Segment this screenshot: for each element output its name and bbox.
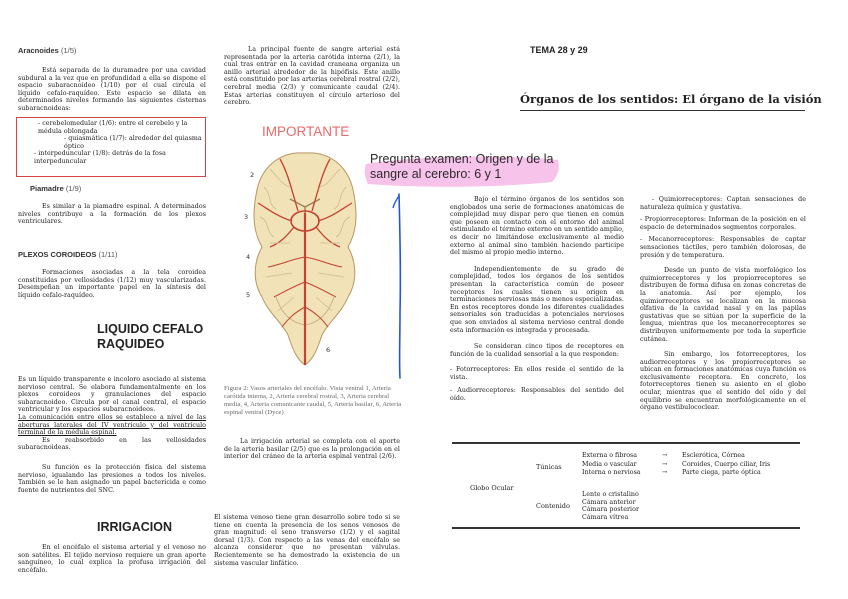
figure-label-2: 2	[250, 171, 255, 179]
contenido-item-3: Cámara posterior	[582, 506, 639, 514]
right-col-1	[450, 196, 624, 403]
plexos-ref: (1/11)	[98, 250, 118, 259]
aracnoides-ref: (1/5)	[60, 46, 77, 55]
liquido-text-1: Es un líquido transparente e incoloro asociado al sistema nervioso central. Se elabora fundamentalmente en los plexos coroideos y granulaciones del espacio subaracnoideo. Circula por el canal central, el espacio ventricular y los espacios subaracnoideos.	[18, 376, 206, 414]
right-c2-p5: Sin embargo, los fotorreceptores, los audiorreceptores y los propiorreceptores se ubican en formaciones anatómicas cuya función es exclusivamente receptora. En concreto, los fotorreceptores tienen su asiento en el globo ocular, mientras que el sentido del oído y del equilibrio se encuentran morfológicamente en el órgano vestibulococlear.	[640, 351, 806, 412]
pen-stroke	[399, 194, 400, 378]
cistern-item-1: - cerebelomedular (1/6): entre el cerebelo y la médula oblongada	[38, 120, 188, 135]
schema-rule-top	[452, 442, 800, 444]
tunica-parts: Esclerótica, Córnea	[682, 452, 745, 459]
right-c2-p3: - Mecanorreceptores: Responsables de captar sensaciones táctiles, pero también dolorosas, de presión y de temperatura.	[640, 236, 806, 259]
tunica-name: Externa o fibrosa	[582, 452, 638, 459]
tunica-row-1	[582, 452, 802, 461]
piamadre-ref: (1/9)	[65, 184, 82, 193]
plexos-title: PLEXOS COROIDEOS	[18, 250, 97, 259]
aracnoides-text: Está separada de la duramadre por una cavidad subdural a la vez que en profundidad a ella se dispone el espacio subaracnoideo (1/10) por el cual circula el líquido cefalo-raquídeo. Este espacio se dilata en determinados niveles formando las siguientes cisternas subaracnoideas:	[18, 67, 206, 112]
middle-text-top: La principal fuente de sangre arterial está representada por la arteria carótida interna (2/1), la cual tras entrar en la cavidad craneana organiza un anillo arterial alrededor de la hipófisis. Este anillo está constituido por las arterias cerebral rostral (2/2), cerebral media (2/3) y comunicante caudal (2/4). Estas arterias constituyen el círculo arterioso del cerebro.	[224, 46, 400, 107]
schema-root: Globo Ocular	[470, 484, 514, 492]
right-c1-p4: - Fotorreceptores: En ellos reside el sentido de la vista.	[450, 366, 624, 381]
brain-artery-figure	[230, 147, 380, 367]
cisterns-box	[16, 117, 206, 177]
plexos-text: Formaciones asociadas a la tela coroidea constituidas por vellosidades (1/12) muy vascularizadas. Desempeñan un importante papel en la síntesis del líquido cefalo-raquídeo.	[18, 269, 206, 299]
schema-rule-bottom	[452, 527, 800, 529]
figure-label-6: 6	[326, 346, 331, 354]
cistern-item-3: - interpeduncular (1/8): detrás de la fosa interpeduncular	[34, 150, 166, 165]
contenido-item-2: Cámara anterior	[582, 498, 636, 506]
figure-label-4: 4	[246, 253, 251, 261]
figure-label-5: 5	[246, 291, 251, 299]
tunica-arrow: →	[662, 469, 668, 476]
schema-group-tunicas: Túnicas	[536, 463, 562, 471]
right-c2-p1: - Quimiorreceptores: Captan sensaciones de naturaleza química y gustativa.	[640, 196, 806, 211]
figure-label-3: 3	[244, 213, 249, 221]
plexos-section	[18, 250, 206, 299]
irrigacion-text: En el encéfalo el sistema arterial y el venoso no son satélites. El tejido nervioso requiere un gran aporte sanguíneo, lo cual explica la profusa irrigación del encéfalo.	[18, 544, 206, 574]
tunica-parts: Coroides, Cuerpo ciliar, Iris	[682, 460, 771, 468]
liquido-section	[18, 376, 206, 494]
tunica-arrow: →	[662, 460, 668, 468]
pen-mark	[390, 192, 410, 382]
piamadre-heading	[18, 184, 206, 193]
contenido-item-4: Cámara vítrea	[582, 513, 629, 521]
liquido-text-4: Su función es la protección física del sistema nervioso, igualando las presiones a todos los niveles. También se le han asignado un papel bactericida e como fuente de nutrientes del SNC.	[18, 463, 206, 494]
piamadre-title: Piamadre	[30, 184, 64, 193]
tema-label: TEMA 28 y 29	[530, 45, 588, 55]
right-c1-p1: Bajo el término órganos de los sentidos son englobados una serie de formaciones anatómicas de complejidad muy dispar pero que tienen en común que poseen en contacto con el entorno del animal estimulando el término externo en un sentido amplio, es decir no limitándose exclusivamente al medio externo al animal sino también haciendo participe del mismo al propio medio interno.	[450, 196, 624, 257]
schema-contenido	[582, 491, 702, 521]
right-c1-p5: - Audiorreceptores: Responsables del sentido del oído.	[450, 387, 624, 403]
piamadre-section	[18, 184, 206, 226]
schema-tunicas	[582, 452, 802, 478]
right-c1-p3: Se consideran cinco tipos de receptores en función de la cualidad sensorial a la que responden:	[450, 343, 624, 358]
tunica-row-3	[582, 469, 802, 478]
page-title: Órganos de los sentidos: El órgano de la visión	[520, 92, 822, 106]
title-rule	[520, 110, 805, 111]
liquido-text-2: La comunicación entre ellos se establece a nivel de las aberturas laterales del IV ventrículo y del ventrículo terminal de la médula espinal.	[18, 413, 206, 437]
tunica-name: Media o vascular	[582, 460, 637, 468]
figure-caption: Figura 2: Vasos arteriales del encéfalo. Vista ventral 1, Arteria carótida interna, 2, Arteria cerebral rostral, 3, Arteria cerebral media, 4, Arteria comunicante caudal, 5, Arteria basilar, 6, Arteria espinal ventral (Dyce)	[224, 385, 402, 416]
schema-group-contenido: Contenido	[536, 502, 570, 510]
pen-hook	[393, 196, 399, 208]
annotation-important: IMPORTANTE	[262, 124, 350, 139]
middle-text-bottom: El sistema venoso tiene gran desarrollo sobre todo si se tiene en cuenta la presencia de los senos venosos de gran magnitud: el seno transverso (1/2) y el sagital dorsal (1/3). Con respecto a las venas del encéfalo se alcanza considerar que no presentan válvulas. Recientemente se ha demostrado la existencia de un sistema vascular linfático.	[214, 514, 400, 567]
liquido-text-3: Es reabsorbido en las vellosidades subaracnoideas.	[18, 436, 206, 452]
piamadre-text: Es similar a la piamadre espinal. A determinados niveles contribuye a la formación de los plexos ventriculares.	[18, 203, 206, 226]
aracnoides-heading	[18, 46, 206, 55]
right-c2-p2: - Propiorreceptores: Informan de la posición en el espacio de determinados segmentos corporales.	[640, 216, 806, 231]
middle-text-mid: La irrigación arterial se completa con el aporte de la arteria basilar (2/5) que es la prolongación en el interior del cráneo de la arteria espinal ventral (2/6).	[224, 438, 400, 461]
plexos-heading	[18, 250, 206, 259]
tunica-row-2	[582, 461, 802, 470]
tunica-arrow: →	[662, 452, 668, 459]
right-col-2	[640, 196, 806, 412]
annotation-question: Pregunta examen: Origen y de la sangre al cerebro: 6 y 1	[370, 152, 554, 181]
right-c2-p4: Desde un punto de vista morfológico los quimiorreceptores y los propiorreceptores se distribuyen de forma difusa en zonas concretas de la anatomía. Así por ejemplo, los quimiorreceptores se localizan en la mucosa olfativa de la cavidad nasal y en las papilas gustativas que se sitúan por la superficie de la lengua, mientras que los mecanorreceptores se distribuyen uniformemente por toda la superficie cutánea.	[640, 267, 806, 343]
aracnoides-title: Aracnoides	[18, 46, 59, 55]
right-c1-p2: Independientemente de su grado de complejidad, todos los órganos de los sentidos presentan la característica común de poseer receptores los cuales tienen su origen en terminaciones nerviosas más o menos especializadas. En estos receptores donde los diferentes cualidades sensoriales son traducidas a potenciales nerviosos que son enviados al sistema nervioso central donde esta información es integrada y procesada.	[450, 265, 624, 334]
cistern-item-2: - quiasmática (1/7): alrededor del quiasma óptico	[64, 135, 202, 150]
left-column	[18, 46, 206, 113]
liquido-title: LIQUIDO CEFALORAQUIDEO	[97, 322, 204, 351]
contenido-item-1: Lente o cristalino	[582, 491, 639, 498]
tunica-name: Interna o nerviosa	[582, 469, 641, 476]
irrigacion-title: IRRIGACION	[97, 520, 172, 534]
tunica-parts: Parte ciega, parte óptica	[682, 469, 761, 476]
